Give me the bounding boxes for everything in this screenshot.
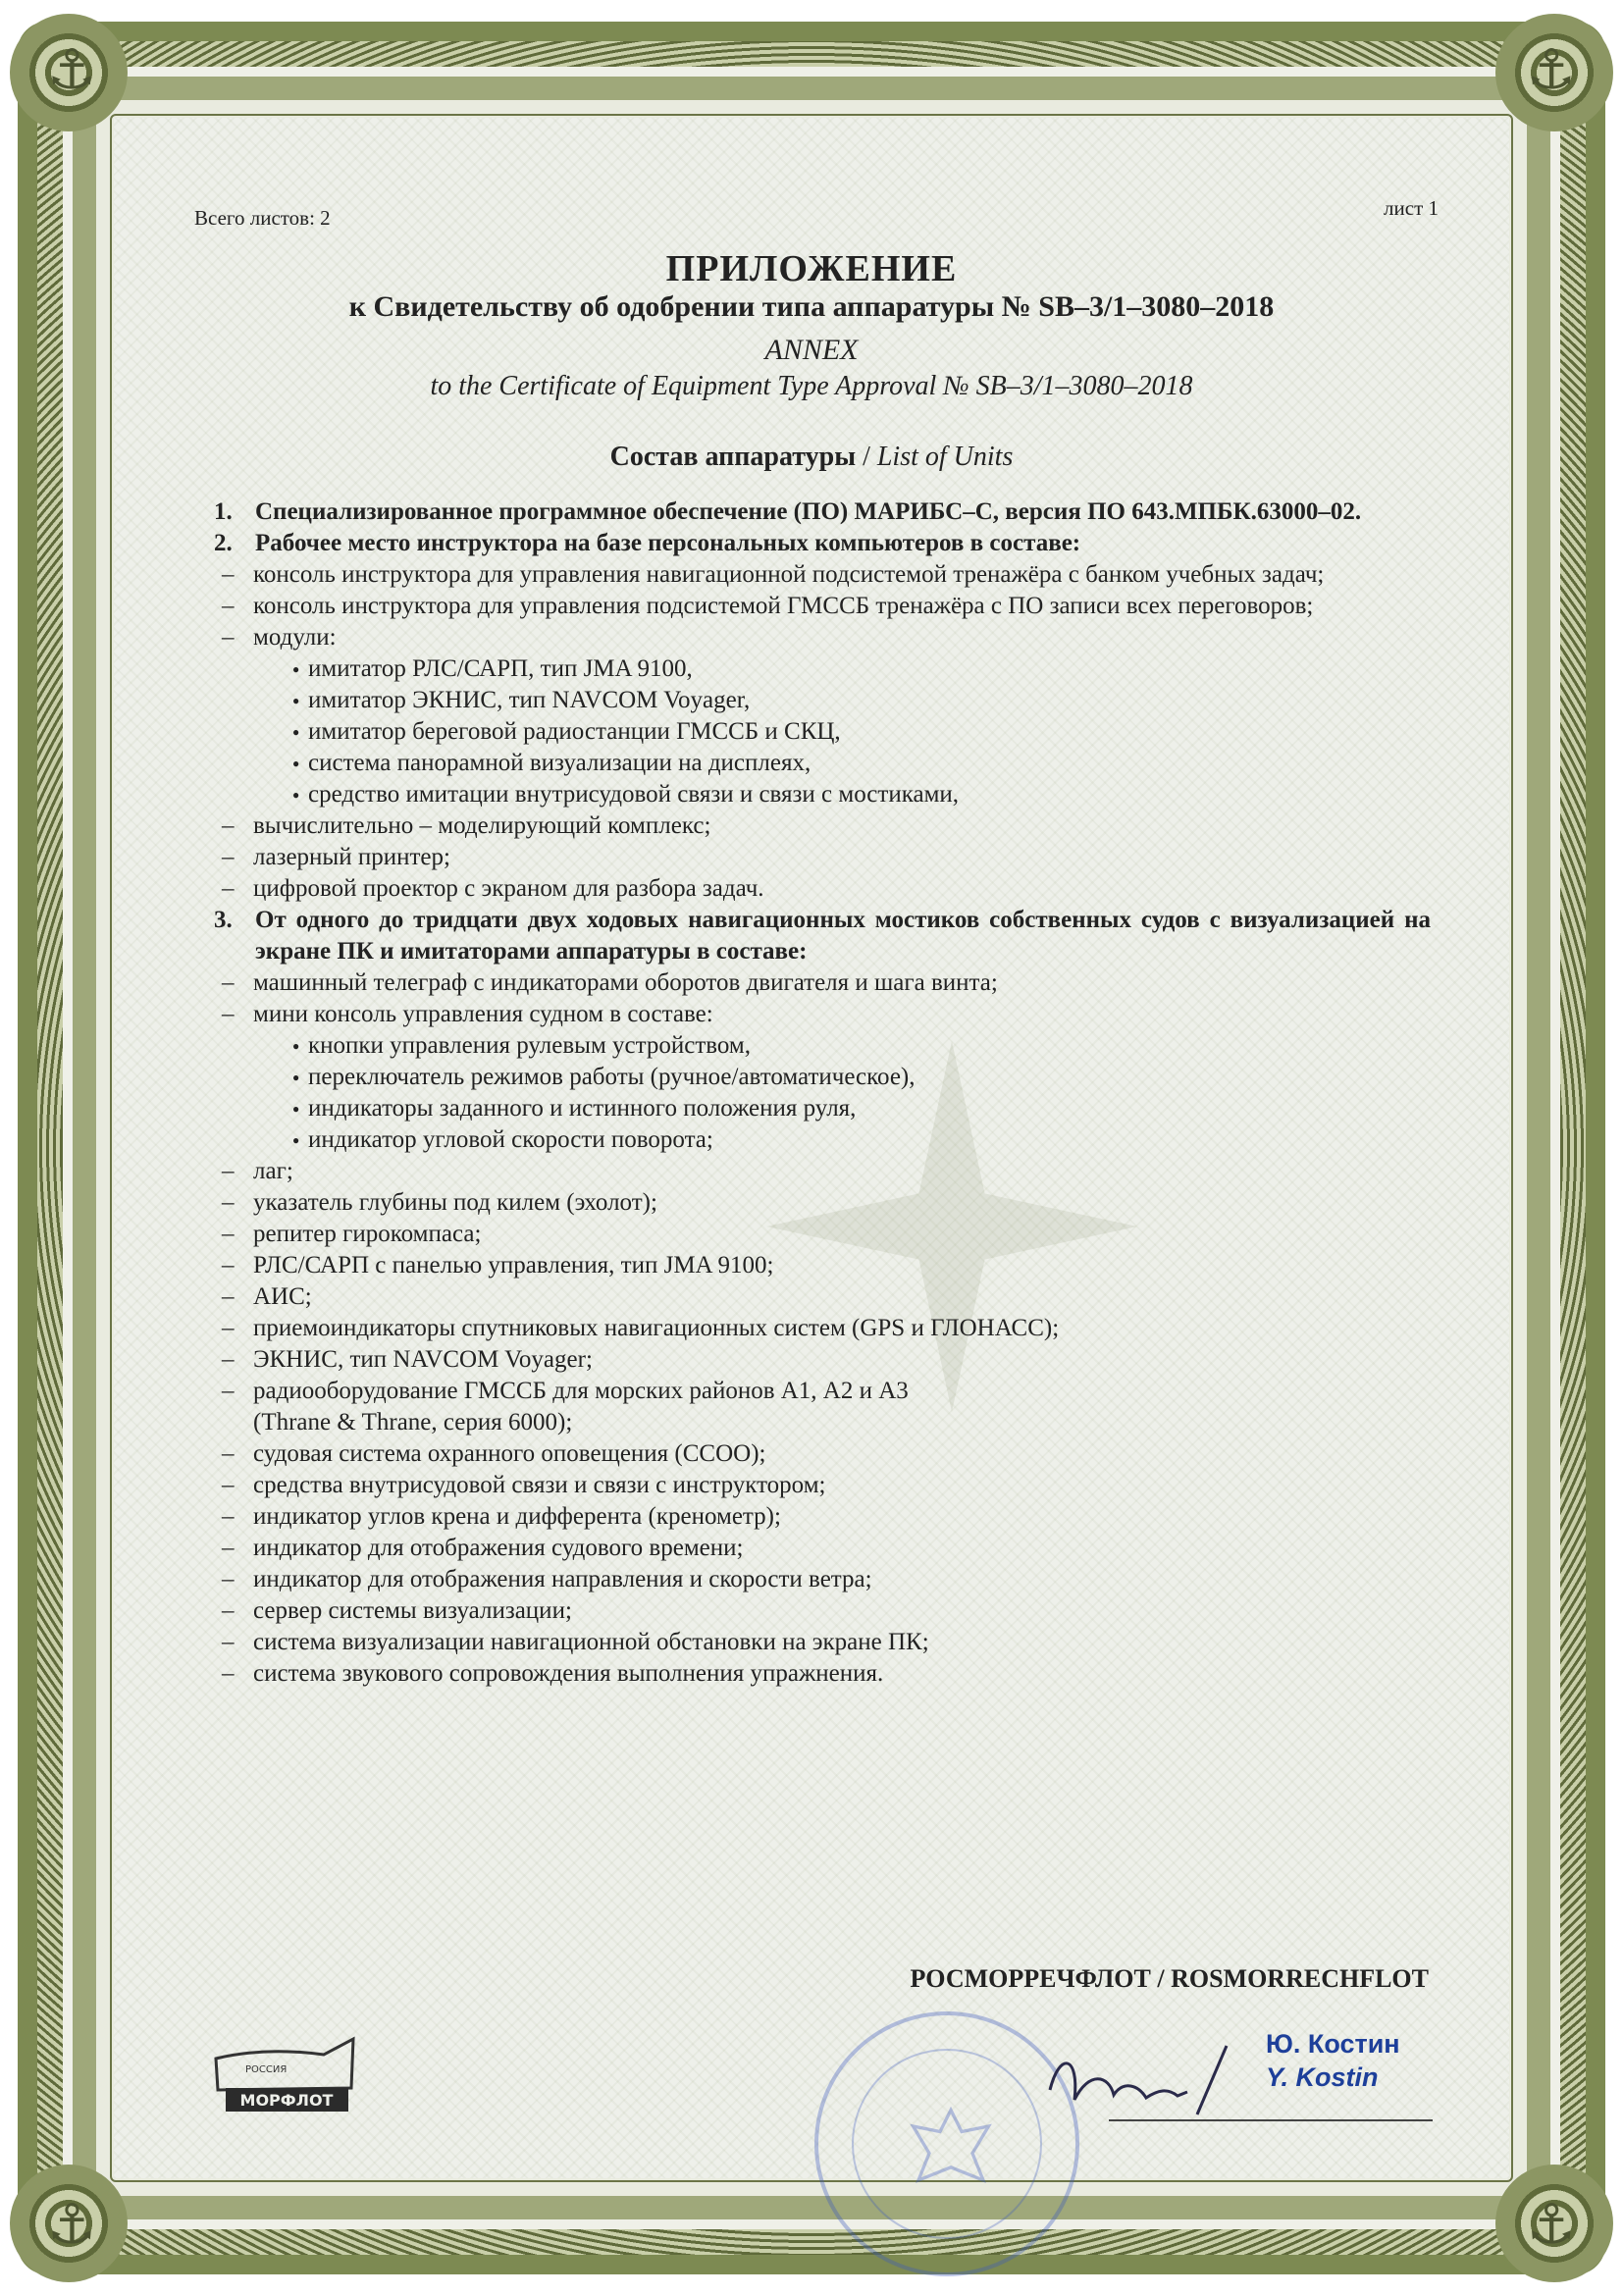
bullet-item: ● имитатор береговой радиостанции ГМССБ и СКЦ, xyxy=(214,716,1431,748)
dash-item: – консоль инструктора для управления подсистемой ГМССБ тренажёра с ПО записи всех переговоров; xyxy=(214,591,1431,622)
handwritten-signature xyxy=(1030,2031,1246,2139)
logo-small-text: РОССИЯ xyxy=(245,2064,288,2075)
list-item xyxy=(214,905,1431,967)
morflot-logo xyxy=(206,2029,363,2117)
bullet-item: ● имитатор РЛС/САРП, тип JMA 9100, xyxy=(214,653,1431,685)
dash-item: – указатель глубины под килем (эхолот); xyxy=(214,1187,1431,1219)
anchor-icon: ⚓ xyxy=(47,2193,97,2257)
dash-item: – индикатор для отображения судового времени; xyxy=(214,1533,1431,1564)
dash-item: – консоль инструктора для управления навигационной подсистемой тренажёра с банком учебных задач; xyxy=(214,559,1431,591)
eagle-emblem-icon xyxy=(897,2094,1005,2202)
continuation-line: (Thrane & Thrane, серия 6000); xyxy=(253,1409,573,1435)
item-heading: От одного до тридцати двух ходовых навигационных мостиков собственных судов с визуализацией на экране ПК и имитаторами аппаратуры в составе: xyxy=(255,907,1431,965)
bullet-item: ● индикатор угловой скорости поворота; xyxy=(214,1124,1431,1156)
dash-item: – модули: xyxy=(214,622,1431,653)
bullet-item: ● кнопки управления рулевым устройством, xyxy=(214,1030,1431,1062)
units-title-en: List of Units xyxy=(876,442,1014,472)
dash-item: – индикатор для отображения направления и скорости ветра; xyxy=(214,1564,1431,1595)
dash-item: – средства внутрисудовой связи и связи с инструктором; xyxy=(214,1470,1431,1501)
dash-item: – АИС; xyxy=(214,1281,1431,1313)
anchor-icon: ⚓ xyxy=(1526,38,1576,102)
sheets-total: Всего листов: 2 xyxy=(194,206,331,230)
dash-item: – вычислительно – моделирующий комплекс; xyxy=(214,810,1431,842)
dash-item: – цифровой проектор с экраном для разбора задач. xyxy=(214,873,1431,905)
anchor-icon: ⚓ xyxy=(47,38,97,102)
signer-name-ru: Ю. Костин xyxy=(1266,2029,1400,2059)
anchor-icon: ⚓ xyxy=(1526,2193,1576,2257)
dash-item: – сервер системы визуализации; xyxy=(214,1595,1431,1627)
annex-title: ANNEX xyxy=(764,334,859,366)
signer-block xyxy=(1266,2027,1400,2094)
dash-item: – судовая система охранного оповещения (ССОО); xyxy=(214,1438,1431,1470)
dash-item: – машинный телеграф с индикаторами оборотов двигателя и шага винта; xyxy=(214,967,1431,999)
signer-name-en: Y. Kostin xyxy=(1266,2062,1379,2092)
list-item xyxy=(214,528,1431,559)
annex-subtitle: to the Certificate of Equipment Type Approval № SB–3/1–3080–2018 xyxy=(430,371,1193,401)
dash-item: – индикатор углов крена и дифферента (кренометр); xyxy=(214,1501,1431,1533)
dash-item: – радиооборудование ГМССБ для морских районов А1, А2 и А3 xyxy=(214,1376,1431,1407)
item-number: 3. xyxy=(214,907,233,933)
dash-item: – система звукового сопровождения выполнения упражнения. xyxy=(214,1658,1431,1690)
dash-item: – приемоиндикаторы спутниковых навигационных систем (GPS и ГЛОНАСС); xyxy=(214,1313,1431,1344)
document-title: ПРИЛОЖЕНИЕ xyxy=(665,248,958,289)
item-number: 1. xyxy=(214,498,233,525)
dash-item: – лазерный принтер; xyxy=(214,842,1431,873)
dash-item: – ЭКНИС, тип NAVCOM Voyager; xyxy=(214,1344,1431,1376)
units-title-separator: / xyxy=(856,442,877,472)
item-heading: Специализированное программное обеспечение (ПО) МАРИБС–С, версия ПО 643.МПБК.63000–02. xyxy=(255,498,1362,525)
list-item xyxy=(214,496,1431,528)
dash-item: – система визуализации навигационной обстановки на экране ПК; xyxy=(214,1627,1431,1658)
sheet-number: лист 1 xyxy=(1384,196,1439,220)
bullet-item: ● индикаторы заданного и истинного положения руля, xyxy=(214,1093,1431,1124)
bullet-item: ● система панорамной визуализации на дисплеях, xyxy=(214,748,1431,779)
bullet-item: ● переключатель режимов работы (ручное/автоматическое), xyxy=(214,1062,1431,1093)
organization-name: РОСМОРРЕЧФЛОТ / ROSMORRECHFLOT xyxy=(910,1964,1429,1993)
bullet-item: ● средство имитации внутрисудовой связи и связи с мостиками, xyxy=(214,779,1431,810)
units-title xyxy=(0,442,1623,473)
item-heading: Рабочее место инструктора на базе персональных компьютеров в составе: xyxy=(255,530,1081,556)
dash-item: – репитер гирокомпаса; xyxy=(214,1219,1431,1250)
bullet-item: ● имитатор ЭКНИС, тип NAVCOM Voyager, xyxy=(214,685,1431,716)
signature-line xyxy=(1109,2119,1433,2121)
dash-item: – РЛС/САРП с панелью управления, тип JMA 9100; xyxy=(214,1250,1431,1281)
document-subtitle: к Свидетельству об одобрении типа аппаратуры № SB–3/1–3080–2018 xyxy=(348,290,1275,323)
item-number: 2. xyxy=(214,530,233,556)
units-list xyxy=(214,496,1431,1690)
units-title-ru: Состав аппаратуры xyxy=(609,442,857,472)
logo-text: МОРФЛОТ xyxy=(239,2091,334,2110)
dash-item: – лаг; xyxy=(214,1156,1431,1187)
dash-item: – мини консоль управления судном в составе: xyxy=(214,999,1431,1030)
